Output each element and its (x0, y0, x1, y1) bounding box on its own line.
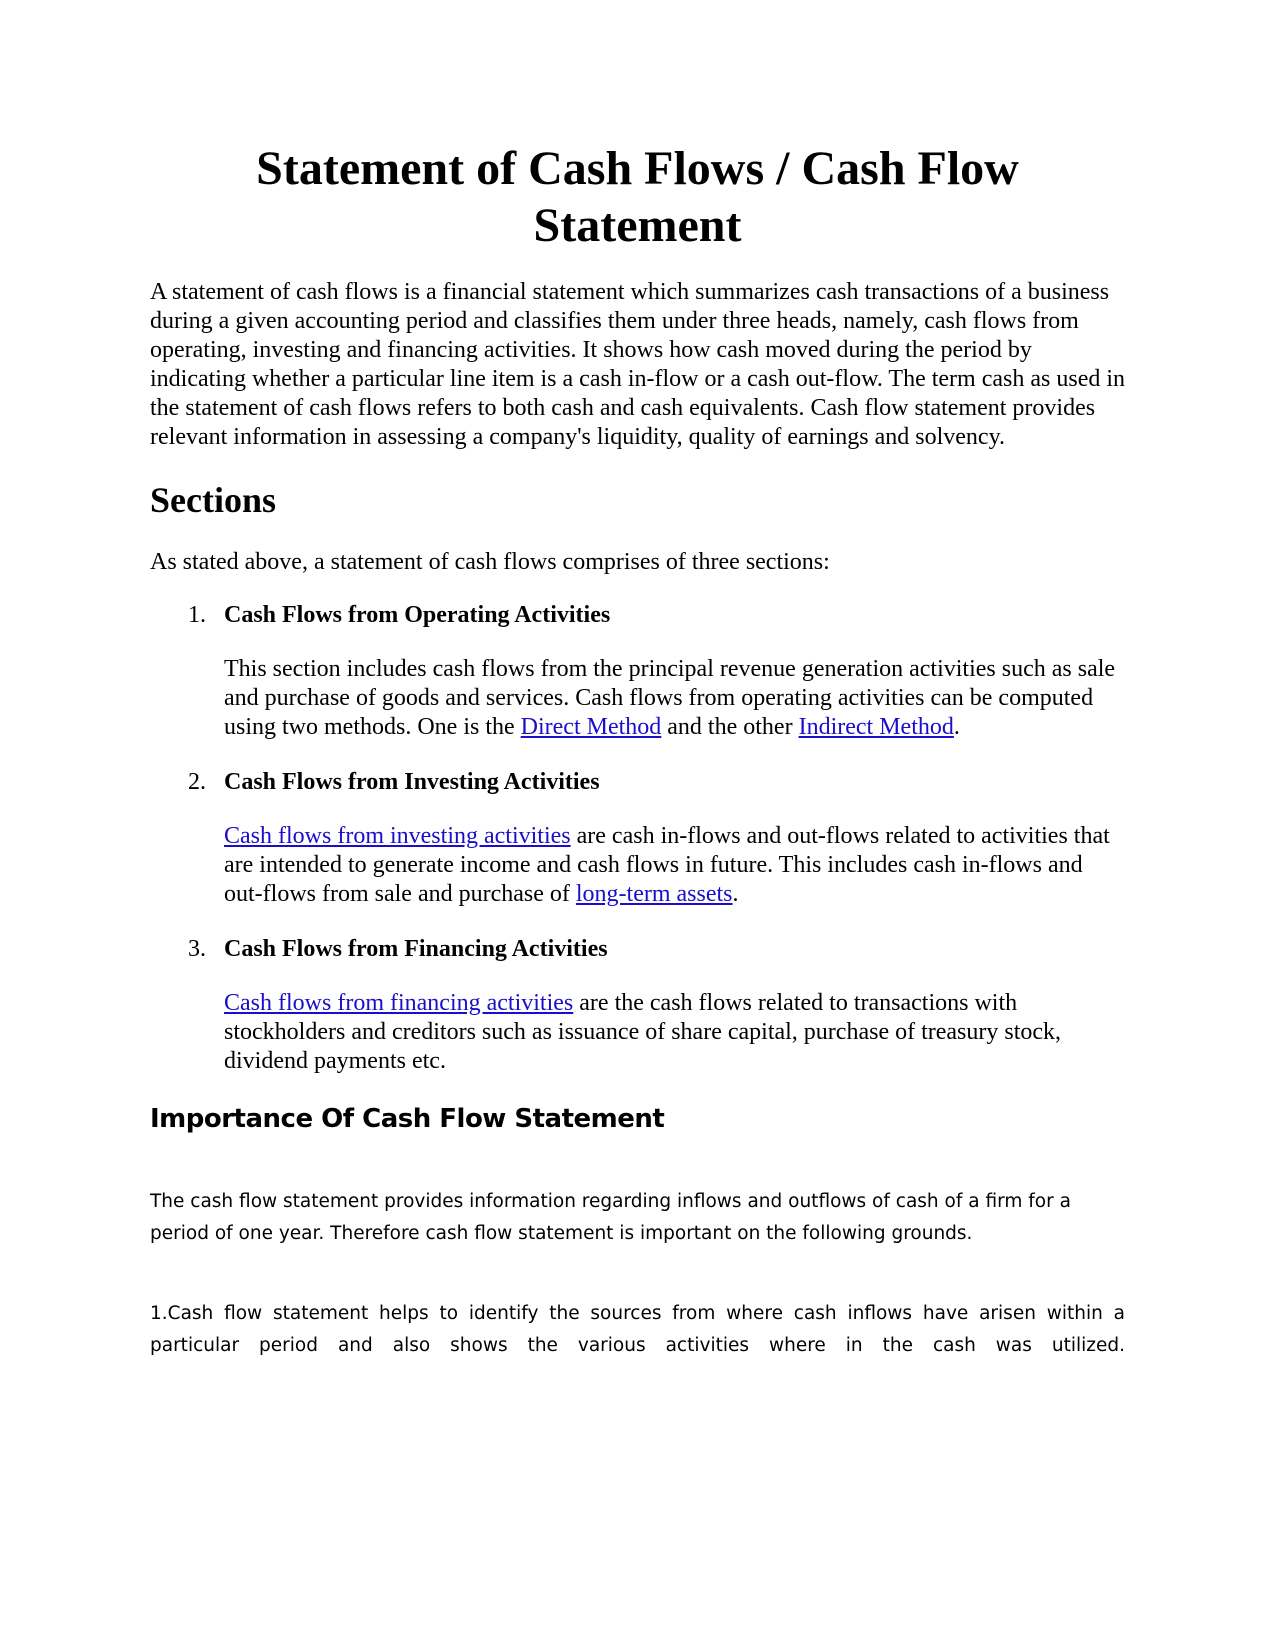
list-item-financing (150, 935, 1125, 1076)
financing-text-a: are the cash flows related to transactions with stockholders and creditors such as issuance of share capital, purchase of treasury stock, dividend payments etc. (224, 990, 1062, 1074)
list-item-body (224, 989, 1125, 1076)
list-item-title: Cash Flows from Investing Activities (224, 769, 600, 795)
list-item-title: Cash Flows from Financing Activities (224, 936, 608, 962)
sections-heading: Sections (150, 480, 276, 520)
list-item-investing (150, 768, 1125, 909)
importance-heading: Importance Of Cash Flow Statement (150, 1104, 665, 1134)
list-item-number: 3. (188, 936, 206, 962)
page-title: Statement of Cash Flows / Cash Flow Statement (256, 142, 1019, 252)
financing-activities-link[interactable]: Cash flows from financing activities (224, 990, 574, 1016)
investing-activities-link[interactable]: Cash flows from investing activities (224, 823, 571, 849)
list-item-title: Cash Flows from Operating Activities (224, 602, 611, 628)
operating-text-b: and the other (661, 714, 799, 740)
operating-text-a: This section includes cash flows from the principal revenue generation activities such as sale and purchase of goods and services. Cash flows from operating activities can be computed using two methods. One is the (224, 656, 1116, 740)
investing-text-a: are cash in-flows and out-flows related to activities that are intended to generate income and cash flows in future. This includes cash in-flows and out-flows from sale and purchase of (224, 823, 1110, 907)
operating-text-c: . (953, 714, 960, 740)
list-item-body (224, 655, 1125, 742)
sections-lead: As stated above, a statement of cash flows comprises of three sections: (150, 549, 830, 575)
list-item-number: 1. (188, 602, 206, 628)
list-item-body (224, 822, 1125, 909)
indirect-method-link[interactable]: Indirect Method (798, 714, 954, 740)
direct-method-link[interactable]: Direct Method (520, 714, 662, 740)
long-term-assets-link[interactable]: long-term assets (575, 881, 733, 907)
importance-paragraph: The cash flow statement provides information regarding inflows and outflows of cash of a firm for a period of one year. Therefore cash flow statement is important on the following grounds. (150, 1191, 1071, 1244)
intro-paragraph: A statement of cash flows is a financial statement which summarizes cash transactions of a business during a given accounting period and classifies them under three heads, namely, cash flows from operating, investing and financing activities. It shows how cash moved during the period by indicating whether a particular line item is a cash in-flow or a cash out-flow. The term cash as used in the statement of cash flows refers to both cash and cash equivalents. Cash flow statement provides relevant information in assessing a company's liquidity, quality of earnings and solvency. (150, 279, 1126, 450)
investing-text-b: . (732, 881, 739, 907)
importance-point-1: 1.Cash flow statement helps to identify the sources from where cash inflows have arisen within a particular period and also shows the various activities where in the cash was utilized. (150, 1303, 1125, 1356)
document-page (150, 140, 1125, 1410)
list-item-operating (150, 601, 1125, 742)
list-item-number: 2. (188, 769, 206, 795)
